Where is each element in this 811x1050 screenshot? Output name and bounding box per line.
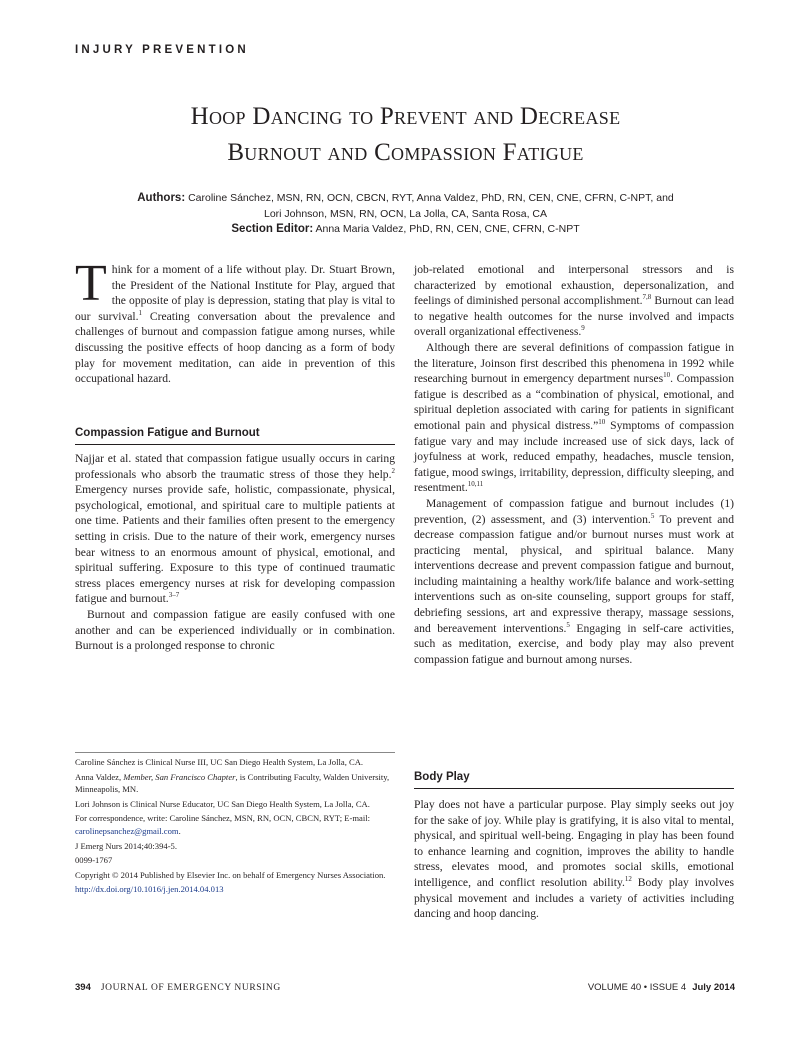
section-editor-name: Anna Maria Valdez, PhD, RN, CEN, CNE, CFRN, C-NPT (313, 223, 580, 235)
ref: 1 (138, 308, 143, 317)
author-notes (75, 752, 395, 898)
section-editor-label: Section Editor: (231, 223, 314, 235)
note-johnson: Lori Johnson is Clinical Nurse Educator, UC San Diego Health System, La Jolla, CA. (75, 798, 370, 809)
right-column-body: job-related emotional and interpersonal stressors and is characterized by emotional exhaustion, depersonalization, and feelings of diminished personal accomplishment.$^{7,8}$ Burnout can lead to negative health outcomes for the nurse involved and impacts overall organizational effectiveness.$^9$ Although there are several definitions of compassion fatigue in the literature, Joinson first described this phenomena in 1992 while researching burnout in emergency department nurses$^{10}$. Compassion fatigue is described as a “combination of physical, emotional, and spiritual depletion associated with caring for patients in significant emotional pain and physical distress.”$^{10}$ Symptoms of compassion fatigue vary and may include increased use of sick days, lack of joyfulness at work, reduced empathy, headaches, muscle tension, fatigue, mood swings, irritability, depression, difficulty sleeping, and resentment.$^{10,11}$ Management of compassion fatigue and burnout includes (1) prevention, (2) assessment, and (3) intervention.$^5$ To prevent and decrease compassion fatigue and/or burnout nurses must work at practicing mental, physical, and spiritual balance. Many interventions decrease and prevent compassion fatigue and burnout, including maintaining a healthy work/life balance and work-setting interventions such as on-site counseling, support groups for staff, debriefing sessions, art and expressive therapy, massage sessions, and bereavement interventions.$^5$ Engaging in self-care activities, such as meditation, exercise, and body play may also prevent compassion fatigue and burnout among nurses. (414, 263, 734, 666)
section-body-body-play: Play does not have a particular purpose. Play simply seeks out joy for the sake of joy. While play is gratifying, it is also vital to mental, physical, and spiritual well-being. Engaging in play has been found to enhance learning and cognition, improves the ability to handle stress, elevates mood, and promotes social skills, emotional intelligence, and conflict resolution ability.$^{12}$ Body play involves physical movement and includes a variety of activities including dancing and hoop dancing. (414, 798, 734, 921)
copyright: Copyright © 2014 Published by Elsevier Inc. on behalf of Emergency Nurses Association. (75, 869, 386, 880)
issn: 0099-1767 (75, 855, 113, 866)
title-line-2: Burnout and Compassion Fatigue (227, 139, 584, 166)
doi-link[interactable]: http://dx.doi.org/10.1016/j.jen.2014.04.013 (75, 884, 224, 895)
page-number: 394 (75, 982, 91, 993)
authors-line-2: Lori Johnson, MSN, RN, OCN, La Jolla, CA, Santa Rosa, CA (263, 207, 548, 220)
journal-name: JOURNAL OF EMERGENCY NURSING (100, 983, 281, 993)
section-body-compassion-fatigue: Najjar et al. stated that compassion fatigue usually occurs in caring professionals who absorb the traumatic stress of those they help.$^2$ Emergency nurses provide safe, holistic, compassionate, physical, psychological, emotional, and spiritual care to multiple patients at one time. Patients and their families often present to the emergency setting in crisis. Due to the nature of their work, emergency nurses bear witness to an enormous amount of physical, emotional, and spiritual suffering. Exposure to this type of continued traumatic stress places emergency nurses at risk for developing compassion fatigue and burnout.$^{3-7}$ Burnout and compassion fatigue are easily confused with one another and can be experienced individually or in combination. Burnout is a prolonged response to chronic (75, 452, 395, 653)
heading-rule (75, 444, 395, 445)
authors-line-1: Caroline Sánchez, MSN, RN, OCN, CBCN, RYT, Anna Valdez, PhD, RN, CEN, CNE, CFRN, C-NPT, and (185, 192, 674, 204)
volume-issue: VOLUME 40 • ISSUE 4 (587, 982, 687, 993)
section-heading-body-play: Body Play (414, 771, 734, 797)
section-label: INJURY PREVENTION (75, 44, 249, 56)
section-heading-compassion-fatigue: Compassion Fatigue and Burnout (75, 427, 395, 453)
title-line-1: Hoop Dancing to Prevent and Decrease (190, 103, 621, 130)
author-block (0, 191, 811, 238)
page-footer (75, 982, 735, 993)
citation: J Emerg Nurs 2014;40:394-5. (75, 840, 178, 851)
issue-date: July 2014 (692, 982, 735, 993)
email-link[interactable]: carolinepsanchez@gmail.com (75, 825, 179, 836)
note-sanchez: Caroline Sánchez is Clinical Nurse III, UC San Diego Health System, La Jolla, CA. (75, 757, 364, 767)
note-valdez: Anna Valdez, Member, San Francisco Chapter, is Contributing Faculty, Walden University, Minneapolis, MN. (75, 771, 390, 795)
article-title (0, 99, 811, 171)
authors-label: Authors: (137, 192, 186, 204)
note-correspondence: For correspondence, write: Caroline Sánchez, MSN, RN, OCN, CBCN, RYT; E-mail: carolinepsanchez@gmail.com. (75, 813, 371, 836)
drop-cap: T (75, 255, 107, 312)
heading-rule (414, 788, 734, 789)
intro-paragraph: Think for a moment of a life without play. Dr. Stuart Brown, the President of the National Institute for Play, argued that the opposite of play is depression, stating that play is vital to our survival.$^1$ Creating conversation about the prevalence and challenges of burnout and compassion fatigue among nurses, while discussing the positive effects of hoop dancing as a form of body play for movement meditation, can aide in prevention of this occupational hazard. (75, 255, 395, 386)
